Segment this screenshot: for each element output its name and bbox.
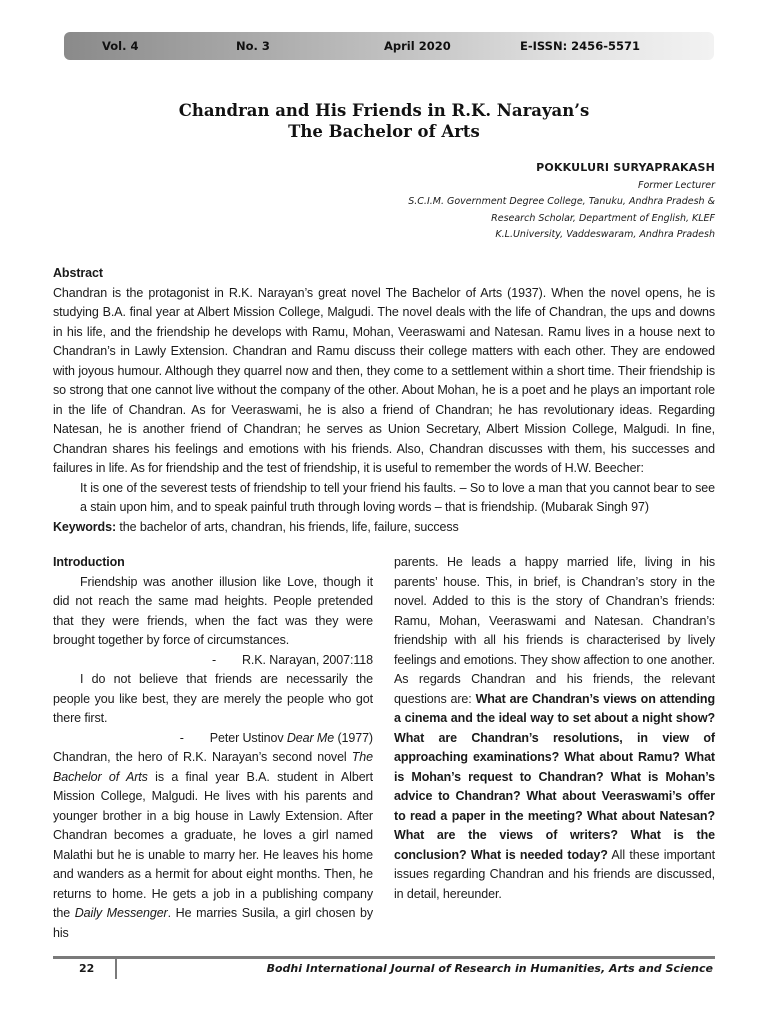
introduction-heading: Introduction bbox=[53, 555, 125, 569]
author-affiliation-line: Research Scholar, Department of English, KLEF bbox=[491, 212, 715, 224]
abstract-quote: It is one of the severest tests of friendship to tell your friend his faults. – So to love a man that you cannot bear to see a stain upon him, and to speak painful truth through loving words – that is friendship. (Mubarak Singh 97) bbox=[80, 480, 715, 514]
epigraph-1: Friendship was another illusion like Love, though it did not reach the same mad heights. People pretended that they were friends, when the fact was they were brought together by force of circumstances. bbox=[53, 574, 373, 647]
issue-date-label: April 2020 bbox=[384, 39, 451, 53]
journal-name: Bodhi International Journal of Research in Humanities, Arts and Science bbox=[266, 962, 713, 975]
volume-label: Vol. 4 bbox=[102, 39, 139, 53]
left-column bbox=[53, 553, 373, 943]
research-questions: What are Chandran’s views on attending a cinema and the ideal way to set about a night show? What are Chandran’s resolutions, in view of approaching examinations? What about Ramu? What is Mohan’s request to Chandran? What is Mohan’s advice to Chandran? What about Veeraswami’s offer to read a paper in the meeting? What about Natesan? What are the views of writers? What is the conclusion? What is needed today? bbox=[394, 691, 716, 862]
author-name: POKKULURI SURYAPRAKASH bbox=[536, 161, 715, 174]
keywords-line bbox=[53, 518, 715, 538]
issn-label: E-ISSN: 2456-5571 bbox=[520, 39, 640, 53]
abstract-heading: Abstract bbox=[53, 266, 103, 280]
keywords-list: the bachelor of arts, chandran, his friends, life, failure, success bbox=[116, 519, 459, 534]
article-title-line-1: Chandran and His Friends in R.K. Narayan’s bbox=[178, 101, 590, 120]
intro-paragraph-1: Chandran, the hero of R.K. Narayan’s second novel The Bachelor of Arts is a final year B.A. student in Albert Mission College, Malgudi. He lives with his parents and younger brother in a big house in Lawly Extension. After Chandran becomes a graduate, he loves a girl named Malathi but he is unable to marry her. He leaves his home and wanders as a hermit for about eight months. Then, he returns to home. He gets a job in a publishing company the Daily Messenger. He marries Susila, a girl chosen by his bbox=[53, 750, 373, 940]
article-title-line-2: The Bachelor of Arts bbox=[288, 122, 480, 141]
abstract-body: Chandran is the protagonist in R.K. Narayan’s great novel The Bachelor of Arts (1937). When the novel opens, he is studying B.A. final year at Albert Mission College, Malgudi. The novel deals with the life of Chandran, the ups and downs in his life, and the friendship he develops with Ramu, Mohan, Veeraswami and Natesan. Ramu lives in a house next to Chandran’s in Lawly Extension. Chandran and Ramu discuss their college matters with each other. They are endowed with joyous humour. Although they quarrel now and then, they come to a settlement within a short time. Their friendship is so strong that one cannot live without the company of the other. About Mohan, he is a poet and he plays an important role in the life of Chandran. As for Veeraswami, he is also a friend of Chandran; he has revolutionary ideas. Regarding Natesan, he is another friend of Chandran; he serves as Union Secretary, Albert Mission College, Malgudi. In fine, Chandran shares his feelings and emotions with his friends. Also, Chandran discusses with them, his successes and failures in life. As for friendship and the test of friendship, it is useful to remember the words of H.W. Beecher: bbox=[53, 285, 715, 475]
keywords-label: Keywords: bbox=[53, 519, 117, 534]
epigraph-1-attribution: - R.K. Narayan, 2007:118 bbox=[212, 652, 373, 667]
epigraph-2: I do not believe that friends are necessarily the people you like best, they are merely the people who got there first. bbox=[53, 672, 373, 725]
author-block bbox=[255, 158, 715, 244]
journal-header-bar bbox=[64, 32, 714, 60]
epigraph-2-attribution: - Peter Ustinov Dear Me (1977) bbox=[179, 730, 373, 745]
footer-separator-tick bbox=[115, 957, 117, 979]
issue-number-label: No. 3 bbox=[236, 39, 270, 53]
footer-divider bbox=[53, 956, 715, 959]
abstract-section bbox=[53, 264, 715, 537]
right-column bbox=[394, 553, 715, 904]
author-affiliation-line: Former Lecturer bbox=[638, 180, 715, 191]
intro-paragraph-2: parents. He leads a happy married life, living in his parents’ house. This, in brief, is Chandran’s story in the novel. Added to this is the story of Chandran’s friends: Ramu, Mohan, Veeraswami and Natesan. Chandran’s friendship with all his friends is characterised by lively feelings and emotions. They show affection to one another. As regards Chandran and his friends, the relevant questions are: What are Chandran’s views on attending a cinema and the ideal way to set about a night show? What are Chandran’s resolutions, in view of approaching examinations? What about Ramu? What is Mohan’s request to Chandran? What is Mohan’s advice to Chandran? What about Veeraswami’s offer to read a paper in the meeting? What about Natesan? What are the views of writers? What is the conclusion? What is needed today? All these important issues regarding Chandran and his friends are discussed, in detail, hereunder. bbox=[394, 555, 716, 901]
author-affiliation-line: K.L.University, Vaddeswaram, Andhra Pradesh bbox=[495, 229, 715, 241]
page-number: 22 bbox=[79, 962, 95, 975]
author-affiliation-line: S.C.I.M. Government Degree College, Tanuku, Andhra Pradesh & bbox=[408, 196, 715, 208]
